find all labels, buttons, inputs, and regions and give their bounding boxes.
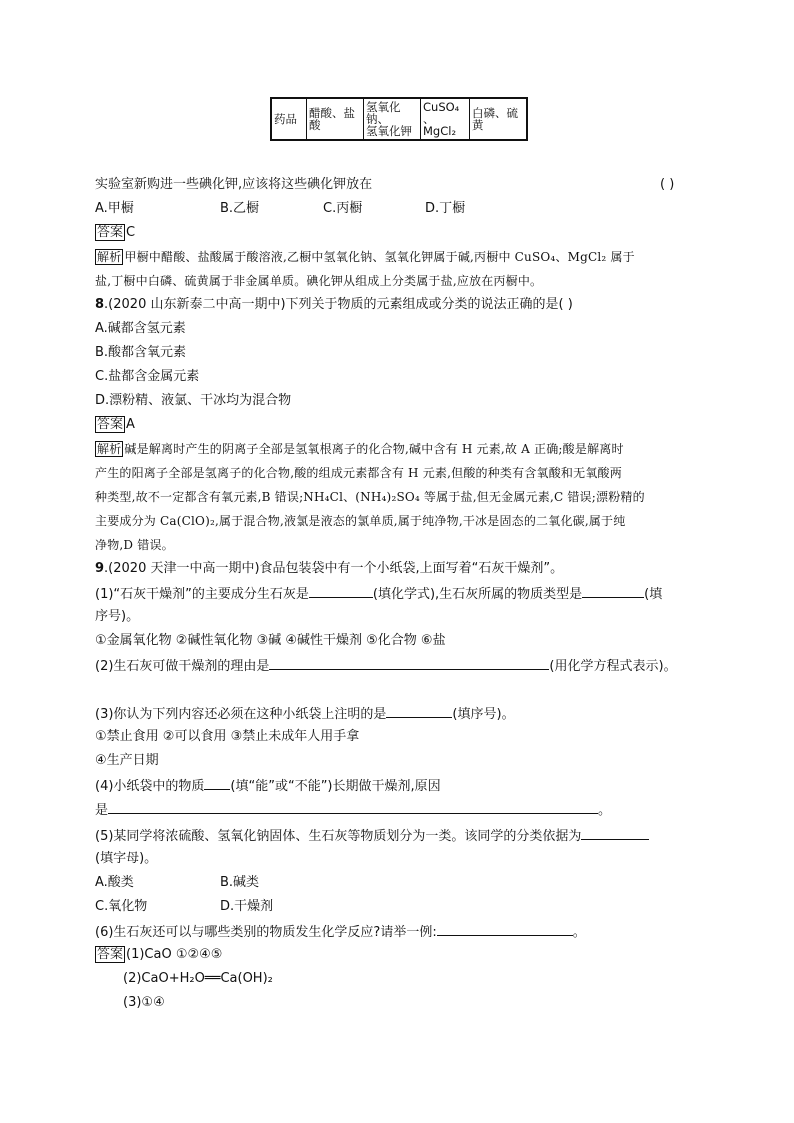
- question-number: 8: [95, 297, 105, 312]
- q7-option-a: A.甲橱: [95, 201, 134, 216]
- text: (2)生石灰可做干燥剂的理由是: [95, 659, 270, 674]
- q7-paren: ( ): [660, 177, 675, 192]
- text: (4)小纸袋中的物质: [95, 779, 205, 794]
- shelf-table: [270, 97, 528, 141]
- question-text: .(2020 天津一中高一期中)食品包装袋中有一个小纸袋,上面写着“石灰干燥剂”。: [104, 561, 564, 576]
- text: 是: [95, 803, 109, 818]
- q9-part-1-options: ①金属氧化物 ②碱性氧化物 ③碱 ④碱性干燥剂 ⑤化合物 ⑥盐: [95, 633, 446, 648]
- q8-analysis-line-5: 净物,D 错误。: [95, 538, 174, 552]
- text: (6)生石灰还可以与哪些类别的物质发生化学反应?请举一例:: [95, 925, 437, 940]
- table-cell: [421, 98, 470, 140]
- q9-part-5-cont: (填字母)。: [95, 851, 158, 866]
- answer-blank[interactable]: [582, 584, 644, 598]
- q7-option-b: B.乙橱: [220, 201, 260, 216]
- q9-part-5-option-d: D.干燥剂: [220, 899, 274, 914]
- q7-answer: [95, 224, 135, 242]
- q9-part-5-option-c: C.氧化物: [95, 899, 148, 914]
- text: (用化学方程式表示)。: [549, 659, 677, 674]
- answer-blank[interactable]: [581, 826, 649, 840]
- q9-part-1: [95, 584, 662, 604]
- q9-answer-line-3: (3)①④: [123, 995, 165, 1010]
- q9-part-6: [95, 922, 586, 942]
- table-cell: [364, 98, 421, 140]
- text: (1)“石灰干燥剂”的主要成分生石灰是: [95, 587, 309, 602]
- answer-value: C: [126, 225, 136, 240]
- cell-text: CuSO₄ 、 MgCl₂: [423, 100, 460, 138]
- q8-analysis-line-3: 种类型,故不一定都含有氧元素,B 错误;NH₄Cl、(NH₄)₂SO₄ 等属于盐,但无金属元素,C 错误;漂粉精的: [95, 490, 645, 504]
- answer-label: 答案: [97, 417, 124, 432]
- cell-text: 醋酸、盐 酸: [309, 106, 355, 132]
- analysis-label: 解析: [97, 442, 122, 456]
- q8-analysis-line-2: 产生的阳离子全部是氢离子的化合物,酸的组成元素都含有 H 元素,但酸的种类有含氧酸和无氧酸两: [95, 466, 622, 480]
- q7-option-c: C.丙橱: [323, 201, 363, 216]
- q8-answer: [95, 416, 135, 434]
- answer-blank[interactable]: [108, 800, 598, 814]
- q9-part-3-options-1: ①禁止食用 ②可以食用 ③禁止未成年人用手拿: [95, 729, 360, 744]
- q8-analysis-line-4: 主要成分为 Ca(ClO)₂,属于混合物,液氯是液态的氯单质,属于纯净物,干冰是固态的二氧化碳,属于纯: [95, 514, 626, 528]
- q8-analysis-line-1: [95, 440, 624, 458]
- q9-part-5: [95, 826, 649, 846]
- q7-analysis-line-1: [95, 248, 635, 266]
- text: (填化学式),生石灰所属的物质类型是: [372, 587, 583, 602]
- q9-part-3: [95, 704, 515, 724]
- text: (填序号)。: [452, 707, 515, 722]
- answer-blank[interactable]: [269, 656, 549, 670]
- q9-answer-line-1: [95, 946, 222, 964]
- q9-part-5-option-a: A.酸类: [95, 875, 134, 890]
- q9-part-4: [95, 776, 441, 796]
- q9-part-5-option-b: B.碱类: [220, 875, 260, 890]
- text: (3)你认为下列内容还必须在这种小纸袋上注明的是: [95, 707, 387, 722]
- text: (填“能”或“不能”)长期做干燥剂,原因: [230, 779, 441, 794]
- table-cell: [307, 98, 364, 140]
- cell-text: 白磷、硫 黄: [472, 106, 518, 132]
- q9-part-4-cont: [95, 800, 611, 820]
- q7-analysis-line-2: 盐,丁橱中白磷、硫黄属于非金属单质。碘化钾从组成上分类属于盐,应放在丙橱中。: [95, 274, 543, 288]
- answer-value: A: [126, 417, 135, 432]
- answer-blank[interactable]: [309, 584, 373, 598]
- answer-text: (1)CaO ①②④⑤: [126, 947, 223, 962]
- q8-option-c: C.盐都含金属元素: [95, 369, 200, 384]
- q8-option-a: A.碱都含氢元素: [95, 321, 186, 336]
- answer-blank[interactable]: [204, 776, 230, 790]
- analysis-text: 甲橱中醋酸、盐酸属于酸溶液,乙橱中氢氧化钠、氢氧化钾属于碱,丙橱中 CuSO₄、MgCl₂ 属于: [124, 250, 635, 264]
- q7-option-d: D.丁橱: [425, 201, 466, 216]
- text: 。: [572, 925, 586, 940]
- q8-option-b: B.酸都含氧元素: [95, 345, 187, 360]
- q8-option-d: D.漂粉精、液氯、干冰均为混合物: [95, 393, 292, 408]
- q9-part-3-options-2: ④生产日期: [95, 753, 159, 768]
- text: (填: [644, 587, 663, 602]
- q9-answer-line-2: (2)CaO+H₂O══Ca(OH)₂: [123, 971, 273, 986]
- table-cell: [470, 98, 528, 140]
- table-cell: 药品: [271, 98, 307, 140]
- analysis-label: 解析: [97, 250, 122, 264]
- q9-part-1-cont: 序号)。: [95, 609, 140, 624]
- q7-stem: 实验室新购进一些碘化钾,应该将这些碘化钾放在: [95, 177, 373, 192]
- cell-text: 氢氧化 钠、 氢氧化钾: [366, 100, 412, 138]
- q8-stem: [95, 296, 573, 314]
- analysis-text: 碱是解离时产生的阴离子全部是氢氧根离子的化合物,碱中含有 H 元素,故 A 正确;酸是解离时: [124, 442, 624, 456]
- answer-blank[interactable]: [437, 922, 573, 936]
- q9-stem: [95, 560, 563, 578]
- question-text: .(2020 山东新泰二中高一期中)下列关于物质的元素组成或分类的说法正确的是( ): [104, 297, 573, 312]
- answer-label: 答案: [97, 947, 124, 962]
- q9-part-2: [95, 656, 677, 676]
- answer-blank[interactable]: [386, 704, 452, 718]
- question-number: 9: [95, 561, 105, 576]
- answer-label: 答案: [97, 225, 124, 240]
- text: 。: [598, 803, 612, 818]
- text: (5)某同学将浓硫酸、氢氧化钠固体、生石灰等物质划分为一类。该同学的分类依据为: [95, 829, 582, 844]
